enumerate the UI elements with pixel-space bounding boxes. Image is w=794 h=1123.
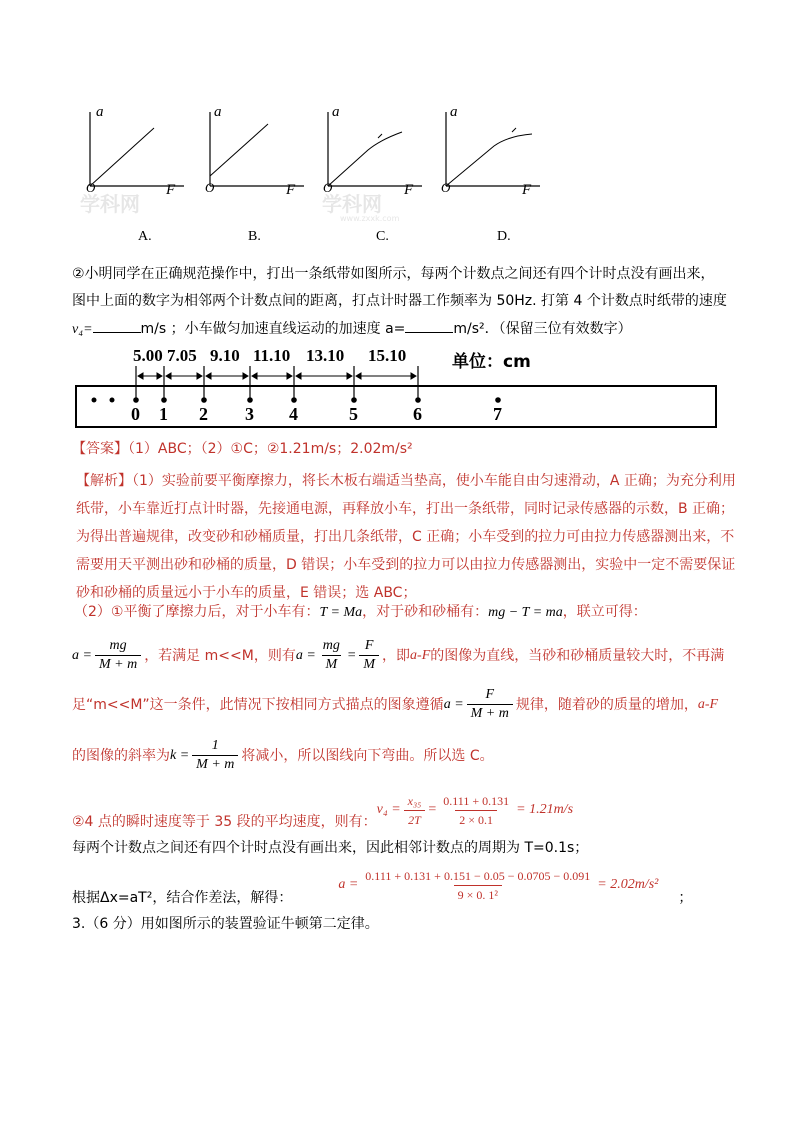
analysis-p2-line4 — [72, 737, 494, 774]
graph-a-letter: A. — [138, 229, 152, 244]
eq-a-lhs-3: a = — [443, 696, 464, 712]
eq-a-lhs-2: a = — [295, 647, 316, 663]
acc-lhs: a = — [338, 877, 359, 892]
watermark-1: 学科网 — [80, 192, 140, 216]
p2-l3-text-b: 规律，随着砂的质量的增加， — [515, 696, 698, 713]
tape-point-7: 7 — [493, 404, 502, 424]
graph-d-letter: D. — [497, 229, 511, 244]
analysis-p2-line2: a = $\frac{mg}{M + m}$ ，若满足 m<<M，则有 a = $\frac{mg}{M}$ = $\frac{F}{M}$ ，即 a-F 的图像为直线，当砂和砂桶质量较大时，不再满 — [72, 638, 725, 672]
analysis-p1-text1: （1）实验前要平衡摩擦力，将长木板右端适当垫高，使小车能自由匀速滑动，A 正确；为充分利用 — [132, 473, 736, 489]
frac-1-Mm: $\frac{1}{M + m}$ — [192, 737, 238, 774]
tape-distance-0: 5.00 — [133, 346, 163, 365]
v4-blank[interactable] — [93, 318, 141, 333]
analysis-p1-line5: 砂和砂桶的质量远小于小车的质量，E 错误；选 ABC； — [76, 585, 417, 601]
frac-v4-values: $\frac{0.111 + 0.131}{2 \times 0.1}$ — [443, 793, 510, 827]
q2-line2: 图中上面的数字为相邻两个计数点间的距离，打点计时器工作频率为 50Hz. 打第 4 个计数点时纸带的速度 — [72, 293, 727, 309]
p2-l3-text-a: 足“m<<M”这一条件，此情况下按相同方式描点的图象遵循 — [72, 696, 444, 713]
analysis-label: 【解析】 — [76, 473, 132, 489]
a-unit-text: m/s²．（保留三位有效数字） — [453, 321, 632, 337]
p2-l2-text-b: ，即 — [382, 647, 411, 664]
analysis-p3-line1: ②4 点的瞬时速度等于 35 段的平均速度，则有： v₄ = $\frac{\text{x₃₅}}{2T}$ = $\frac{0.111 + 0.131}{2 \times 0.1}$ = 1.21m/s — [72, 793, 574, 830]
acc-result: = 2.02m/s² — [597, 877, 659, 892]
graph-a-y-label: a — [96, 104, 104, 120]
frac-mg-M: $\frac{mg}{M}$ — [322, 638, 340, 672]
tape-point-0: 0 — [131, 404, 140, 424]
graph-c-x-label: F — [404, 182, 414, 198]
tape-point-1: 1 — [159, 404, 168, 424]
tape-distance-3: 11.10 — [253, 346, 291, 365]
answer-label: 【答案】 — [72, 441, 128, 457]
q2-line3 — [72, 318, 632, 340]
p2-text-c: ，联立可得： — [562, 604, 647, 620]
p2-text-b: ，对于砂和砂桶有： — [362, 604, 489, 620]
graph-a-origin: O — [86, 180, 96, 195]
p3-text-1: ②4 点的瞬时速度等于 35 段的平均速度，则有： — [72, 814, 377, 830]
analysis-p3-line2: 每两个计数点之间还有四个计时点没有画出来，因此相邻计数点的周期为 T=0.1s； — [72, 840, 589, 856]
acc-semicolon: ； — [678, 890, 693, 906]
frac-F-M: $\frac{F}{M}$ — [359, 637, 379, 674]
p2-l2-text-a: ，若满足 m<<M，则有 — [144, 647, 296, 664]
analysis-p1-line2: 纸带，小车靠近打点计时器，先接通电源，再释放小车，打出一条纸带，同时记录传感器的示数，B 正确； — [76, 501, 735, 517]
p2-text-a: （2）①平衡了摩擦力后，对于小车有： — [74, 604, 320, 620]
tape-distance-1: 7.05 — [167, 346, 197, 365]
a-blank[interactable] — [405, 318, 453, 333]
frac-F-Mm: $\frac{F}{M + m}$ — [467, 686, 513, 723]
v4-result: = 1.21m/s — [516, 802, 574, 817]
p2-l2-text-c: 的图像为直线，当砂和砂桶质量较大时，不再满 — [430, 647, 725, 664]
graph-b-x-label: F — [286, 182, 296, 198]
tape-unit: 单位：cm — [452, 352, 531, 372]
graph-b-letter: B. — [248, 229, 261, 244]
watermark-domain: www.zxxk.com — [340, 214, 400, 223]
graph-c-y-label: a — [332, 104, 340, 120]
tape-distance-4: 13.10 — [306, 346, 345, 365]
tape-point-3: 3 — [245, 404, 254, 424]
tape-distance-2: 9.10 — [210, 346, 240, 365]
graph-b-y-label: a — [214, 104, 222, 120]
graph-d-origin: O — [441, 180, 451, 195]
frac-mg-Mm: $\frac{mg}{M + m}$ — [95, 637, 141, 674]
v-unit-text: m/s ；小车做匀加速直线运动的加速度 a= — [140, 321, 406, 337]
frac-x35-2T: $\frac{\text{x₃₅}}{2T}$ — [404, 792, 426, 829]
q2-line1: ②小明同学在正确规范操作中，打出一条纸带如图所示，每两个计数点之间还有四个计时点没有画出来， — [72, 266, 715, 282]
analysis-p1-line3: 为得出普遍规律，改变砂和砂桶质量，打出几条纸带，C 正确；小车受到的拉力可由拉力传感器测出来，不 — [76, 529, 735, 545]
tape-point-4: 4 — [289, 404, 298, 424]
eq-mg-t: mg − T = ma — [488, 605, 563, 620]
eq-k-lhs: k = — [170, 747, 190, 763]
analysis-p1-line4: 需要用天平测出砂和砂桶的质量，D 错误；小车受到的拉力可以由拉力传感器测出，实验中一定不需要保证 — [76, 557, 736, 573]
tape-point-6: 6 — [413, 404, 422, 424]
aF-label: a-F — [410, 647, 431, 663]
p3-text-3: 根据Δx=aT²，结合作差法，解得： — [72, 890, 293, 906]
analysis-p3-line3 — [72, 862, 692, 908]
v4-lhs: v₄ = — [376, 802, 401, 817]
analysis-p2-line1 — [74, 602, 647, 623]
p2-l4-text-b: 将减小，所以图线向下弯曲。所以选 C。 — [241, 747, 494, 764]
p2-l4-text-a: 的图像的斜率为 — [72, 747, 170, 764]
tape-point-5: 5 — [349, 404, 358, 424]
tape-distance-5: 15.10 — [368, 346, 407, 365]
graph-d-y-label: a — [450, 104, 458, 120]
graph-c-origin: O — [323, 180, 333, 195]
answer-line — [72, 439, 413, 459]
frac-acc: $\frac{0.111 + 0.131 + 0.151 - 0.05 - 0.0705 - 0.091}{\text{9 × 0. 1²}}$ — [365, 868, 591, 902]
aF-label-2: a-F — [697, 696, 719, 712]
eq-a-lhs: a = — [72, 647, 92, 663]
graph-b-origin: O — [205, 180, 215, 195]
analysis-p2-line3 — [72, 686, 718, 723]
q3-line: 3.（6 分）用如图所示的装置验证牛顿第二定律。 — [72, 916, 379, 932]
tape-point-2: 2 — [199, 404, 208, 424]
graph-d-x-label: F — [522, 182, 532, 198]
graph-a-x-label: F — [166, 182, 176, 198]
analysis-p1-line1 — [76, 471, 736, 491]
watermark-2: 学科网 — [322, 192, 382, 216]
answer-text: （1）ABC；（2）①C；②1.21m/s；2.02m/s² — [128, 441, 413, 457]
graph-c-letter: C. — [376, 229, 389, 244]
v4-label: v₄= — [72, 322, 93, 337]
eq-t-ma: T = Ma — [319, 605, 363, 620]
